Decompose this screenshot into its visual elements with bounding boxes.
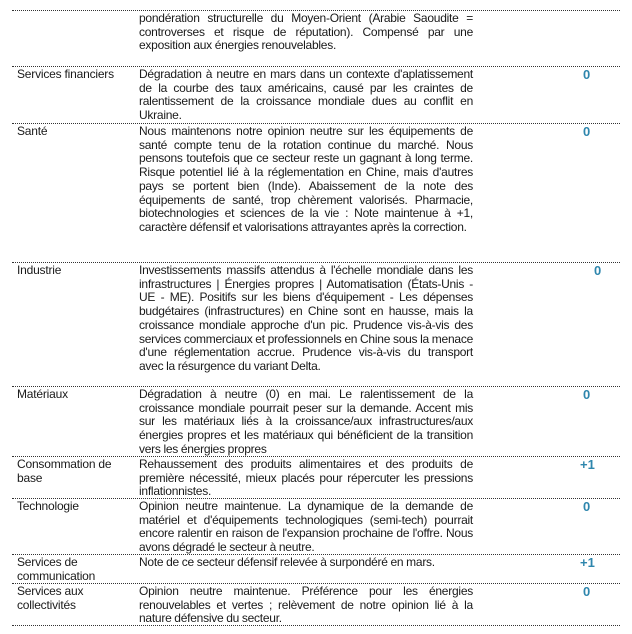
table-row-energy-continued	[12, 11, 620, 67]
sector-comment: Dégradation à neutre (0) en mai. Le ralentissement de la croissance mondiale pourrait peser sur la demande. Accent mis sur les matériaux liés à la croissance/aux infrastructures/aux énergies propres et les matériaux qui bénéficient de la transition vers les énergies propres	[139, 387, 473, 456]
sector-comment: Dégradation à neutre en mars dans un contexte d'aplatissement de la courbe des taux américains, causé par les craintes de ralentissement de la croissance mondiale dues au conflit en Ukraine.	[139, 67, 473, 123]
sector-score: 0	[583, 387, 591, 402]
sector-score: 0	[583, 499, 591, 514]
sector-comment: Nous maintenons notre opinion neutre sur les équipements de santé compte tenu de la rotation continue du marché. Nous pensons toutefois que ce secteur reste un gagnant à long terme. Risque potentiel lié à la réglementation en Chine, mais d'autres pays se portent bien (Inde). Abaissement de la note des équipements de santé, trop chèrement valorisés. Pharmacie, biotechnologies et sciences de la vie : Note maintenue à +1, caractère défensif et valorisations attrayantes après la correction.	[139, 124, 473, 234]
sector-score: +1	[580, 457, 595, 472]
sector-score: 0	[583, 124, 591, 139]
sector-score: 0	[594, 263, 602, 278]
sector-name: Santé	[17, 124, 48, 138]
table-row-consumer-staples	[12, 457, 620, 499]
table-row-utilities	[12, 584, 620, 626]
sector-comment: Rehaussement des produits alimentaires et des produits de première nécessité, mieux placés pour répercuter les pressions inflationnistes.	[139, 457, 473, 499]
sector-name: Matériaux	[17, 387, 68, 401]
sector-comment: Note de ce secteur défensif relevée à surpondéré en mars.	[139, 555, 435, 569]
sector-comment: Opinion neutre maintenue. Préférence pour les énergies renouvelables et vertes ; relèvement de notre opinion lié à la nature défensive du secteur.	[139, 584, 473, 626]
sector-opinion-table	[12, 10, 620, 626]
table-row-materials	[12, 387, 620, 457]
sector-comment: Opinion neutre maintenue. La dynamique de la demande de matériel et d'équipements technologiques (semi-tech) pourrait encore ralentir en raison de l'expansion prochaine de l'offre. Nous avons dégradé le secteur à neutre.	[139, 499, 473, 555]
table-row-technology	[12, 499, 620, 555]
sector-score: 0	[583, 67, 591, 82]
table-row-industry	[12, 263, 620, 387]
table-row-health	[12, 124, 620, 263]
sector-name: Services de communication	[17, 555, 96, 583]
sector-name: Services aux collectivités	[17, 584, 84, 612]
sector-comment: Investissements massifs attendus à l'échelle mondiale dans les infrastructures | Énergies propres | Automatisation (États-Unis - UE - ME). Positifs sur les biens d'équipement - Les dépenses budgétaires (infrastructures) en Chine sont en hausse, mais la croissance mondiale approche d'un pic. Prudence vis-à-vis des services commerciaux et professionnels en Chine sous la menace d'une réglementation accrue. Prudence vis-à-vis du transport avec la résurgence du variant Delta.	[139, 263, 473, 373]
sector-score: 0	[583, 584, 591, 599]
table-row-communication-services	[12, 555, 620, 584]
table-row-financial-services	[12, 67, 620, 124]
sector-name: Industrie	[17, 263, 62, 277]
sector-name: Consommation de base	[17, 457, 112, 485]
sector-comment: pondération structurelle du Moyen-Orient (Arabie Saoudite = controverses et risque de réputation). Compensé par une exposition aux énergies renouvelables.	[139, 11, 473, 53]
sector-score: +1	[580, 555, 595, 570]
sector-name: Services financiers	[17, 67, 114, 81]
sector-name: Technologie	[17, 499, 79, 513]
